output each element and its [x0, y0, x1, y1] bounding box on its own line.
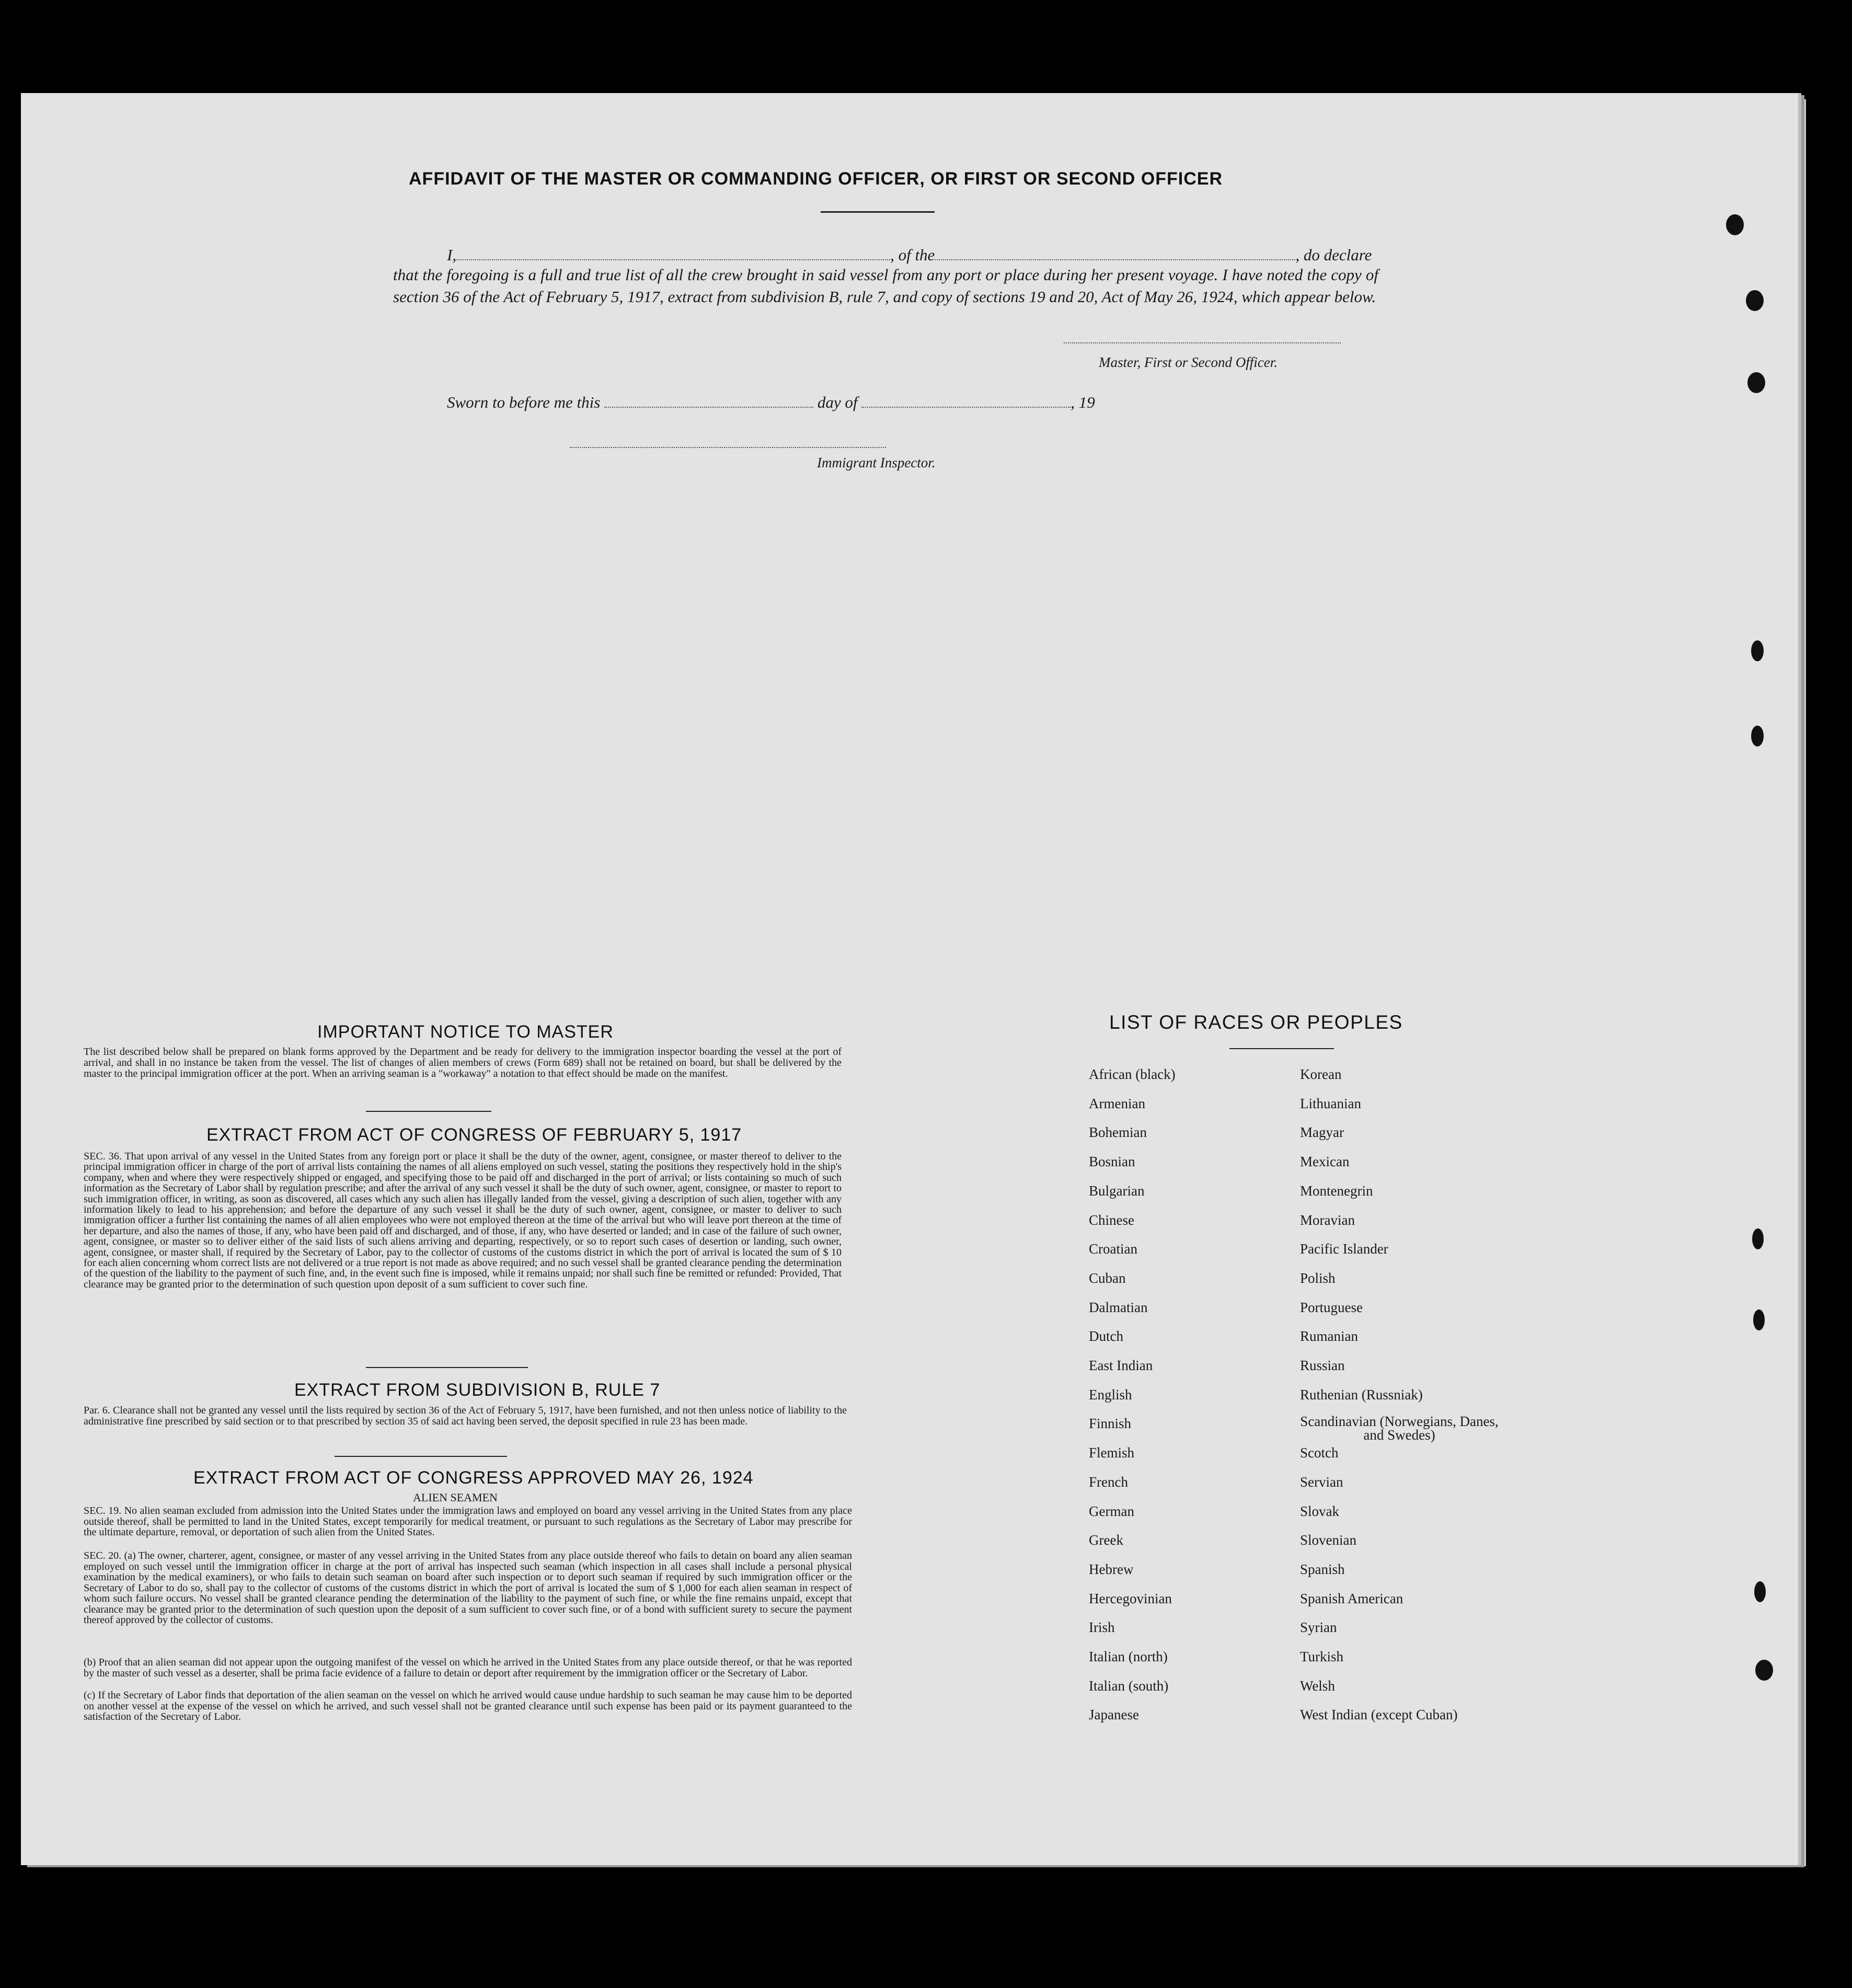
race-item: Scandinavian (Norwegians, Danes, and Swedes): [1300, 1414, 1499, 1443]
race-item: Pacific Islander: [1300, 1241, 1388, 1257]
race-item: Welsh: [1300, 1677, 1335, 1694]
race-item: Dutch: [1089, 1328, 1123, 1345]
race-item: Italian (south): [1089, 1677, 1169, 1694]
race-item: Syrian: [1300, 1619, 1337, 1636]
rule-7-text: Par. 6. Clearance shall not be granted any vessel until the lists required by section 36 of the Act of February 5, 1917, have been furnished, and not then unless notice of liability to the administrative fine prescribed by said section or to that prescribed by section 35 of said act having been served, the deposit specified in rule 23 has been made.: [84, 1405, 847, 1427]
race-item: Ruthenian (Russniak): [1300, 1386, 1423, 1403]
race-item: French: [1089, 1474, 1128, 1490]
sec-20c-text: (c) If the Secretary of Labor finds that deportation of the alien seaman on the vessel on which he arrived would cause undue hardship to such seaman he may cause him to be deported on another vessel at the expense of the vessel on which he arrived, and such vessel shall not be granted clearance until such expense has been paid or its payment guaranteed to the satisfaction of the Secretary of Labor.: [84, 1690, 852, 1722]
race-item: Montenegrin: [1300, 1182, 1373, 1199]
day-field[interactable]: [604, 407, 813, 408]
race-item: Spanish American: [1300, 1590, 1404, 1606]
race-item: African (black): [1089, 1066, 1176, 1082]
extract-1917-text: SEC. 36. That upon arrival of any vessel in the United States from any foreign port or place it shall be the duty of the owner, agent, consignee, or master thereof to deliver to the principal immigration officer in charge of the port of arrival lists containing the names of all aliens employed on such vessel, stating the positions they respectively hold in the ship's company, when and where they were respectively shipped or engaged, and specifying those to be paid off and discharged in the port of arrival; or lists containing so much of such information as the Secretary of Labor shall by regulation prescribe; and after the arrival of any such vessel it shall be the duty of such owner, agent, consignee, or master to report to such immigration officer, in writing, as soon as discovered, all cases which any such alien has illegally landed from the vessel, giving a description of such alien, together with any information likely to lead to his apprehension; and before the departure of any such vessel it shall be the duty of such owner, agent, consignee, or master to deliver to such immigration officer a further list containing the names of all alien employees who were not employed thereon at the time of the arrival but who will leave port thereon at the time of her departure, and also the names of those, if any, who have been paid off and discharged, and of those, if any, who have deserted or landed; and in case of the failure of such owner, agent, consignee, or master so to deliver either of the said lists of such aliens arriving and departing, respectively, or so to report such cases of desertion or landing, such owner, agent, consignee, or master shall, if required by the Secretary of Labor, pay to the collector of customs of the customs district in which the port of arrival is located the sum of $ 10 for each alien concerning whom correct lists are not delivered or a true report is not made as above required; and no such vessel shall be granted clearance pending the determination of the question of the liability to the payment of such fine, and, in the event such fine is imposed, while it remains unpaid; nor shall such fine be remitted or refunded: Provided, That clearance may be granted prior to the determination of such question upon deposit of a sum sufficient to cover such fine.: [84, 1151, 842, 1290]
race-item: Cuban: [1089, 1270, 1126, 1286]
section-divider: [366, 1111, 491, 1112]
sec-20b-text: (b) Proof that an alien seaman did not appear upon the outgoing manifest of the vessel on which he arrived in the United States from any place outside thereof, or that he was reported by the master of such vessel as a deserter, shall be prima facie evidence of a failure to detain or deport after requirement by the immigration officer or the Secretary of Labor.: [84, 1657, 852, 1679]
master-signature-label: Master, First or Second Officer.: [1099, 354, 1278, 370]
binder-hole: [1747, 372, 1765, 393]
race-item: West Indian (except Cuban): [1300, 1707, 1458, 1723]
year-text: , 19: [1071, 393, 1095, 411]
race-item: Greek: [1089, 1532, 1123, 1548]
declaration-line: [447, 246, 1372, 265]
race-item: East Indian: [1089, 1358, 1153, 1373]
race-item: Rumanian: [1300, 1328, 1358, 1345]
extract-1924-title: EXTRACT FROM ACT OF CONGRESS APPROVED MAY 26, 1924: [193, 1468, 754, 1488]
race-item: Lithuanian: [1300, 1095, 1361, 1111]
binder-hole: [1746, 290, 1764, 311]
declaration-declare: , do declare: [1295, 246, 1372, 264]
races-title-underline: [1229, 1048, 1334, 1049]
alien-seamen-subtitle: ALIEN SEAMEN: [413, 1491, 498, 1504]
declaration-of: , of the: [890, 246, 935, 264]
binder-hole: [1753, 1309, 1765, 1330]
race-item: Bosnian: [1089, 1154, 1135, 1170]
section-divider: [366, 1367, 528, 1368]
race-item: Chinese: [1089, 1212, 1134, 1228]
race-item: Portuguese: [1300, 1299, 1363, 1315]
race-item: Polish: [1300, 1270, 1336, 1286]
sworn-line: [447, 393, 1095, 412]
binder-hole: [1752, 1228, 1764, 1249]
rule-7-title: EXTRACT FROM SUBDIVISION B, RULE 7: [294, 1380, 661, 1400]
race-item: Bohemian: [1089, 1124, 1147, 1141]
race-item: Japanese: [1089, 1707, 1139, 1723]
race-item: Armenian: [1089, 1095, 1145, 1111]
sec-19-text: SEC. 19. No alien seaman excluded from admission into the United States under the immigration laws and employed on board any vessel arriving in the United States from any place outside thereof, shall be permitted to land in the United States, except temporarily for medical treatment, or pursuant to such regulations as the Secretary of Labor may prescribe for the ultimate departure, removal, or deportation of such alien from the United States.: [84, 1505, 852, 1538]
race-item: Moravian: [1300, 1212, 1355, 1228]
section-divider: [335, 1456, 507, 1457]
race-item: English: [1089, 1386, 1132, 1403]
race-item: Spanish: [1300, 1561, 1345, 1577]
master-signature-line[interactable]: [1064, 342, 1341, 343]
race-item: Irish: [1089, 1619, 1115, 1636]
race-item: Croatian: [1089, 1241, 1137, 1257]
race-item: Russian: [1300, 1358, 1345, 1373]
race-item: Dalmatian: [1089, 1299, 1148, 1315]
affidavit-body: that the foregoing is a full and true list of all the crew brought in said vessel from any port or place during her present voyage. I have noted the copy of section 36 of the Act of February 5, 1917, extract from subdivision B, rule 7, and copy of sections 19 and 20, Act of May 26, 1924, which appear below.: [393, 266, 1378, 306]
races-title: LIST OF RACES OR PEOPLES: [1109, 1012, 1403, 1033]
binder-hole: [1726, 214, 1744, 235]
race-item: Slovak: [1300, 1503, 1340, 1519]
race-item: Servian: [1300, 1474, 1343, 1490]
affidavit-title: AFFIDAVIT OF THE MASTER OR COMMANDING OFFICER, OR FIRST OR SECOND OFFICER: [409, 169, 1223, 189]
name-field[interactable]: [456, 259, 890, 260]
title-underline: [821, 211, 935, 213]
declaration-i: I,: [447, 246, 457, 264]
binder-hole: [1751, 726, 1764, 746]
race-item: Slovenian: [1300, 1532, 1356, 1548]
race-item: Korean: [1300, 1066, 1342, 1082]
binder-hole: [1754, 1581, 1766, 1602]
race-item: Bulgarian: [1089, 1182, 1145, 1199]
binder-hole: [1755, 1660, 1773, 1681]
sec-20a-text: SEC. 20. (a) The owner, charterer, agent, consignee, or master of any vessel arriving in the United States from any place outside thereof who fails to detain on board any alien seaman employed on such vessel until the immigration officer in charge at the port of arrival has inspected such seaman (which inspection in all cases shall include a personal physical examination by the medical examiners), or who fails to detain such seaman on board after such inspection or to deport such seaman if required by such immigration officer or the Secretary of Labor to do so, shall pay to the collector of customs of the customs district in which the port of arrival is located the sum of $ 1,000 for each alien seaman in respect of whom such failure occurs. No vessel shall be granted clearance pending the determination of the liability to the payment of such fine, or while the fine remains unpaid, except that clearance may be granted prior to the determination of such question upon the deposit of a sum sufficient to cover such fine, or of a bond with sufficient surety to secure the payment thereof approved by the collector of customs.: [84, 1550, 852, 1626]
extract-1917-title: EXTRACT FROM ACT OF CONGRESS OF FEBRUARY 5, 1917: [206, 1125, 742, 1145]
sworn-text: Sworn to before me this: [447, 393, 601, 411]
month-field[interactable]: [861, 407, 1071, 408]
race-item: Turkish: [1300, 1649, 1344, 1664]
notice-text: The list described below shall be prepared on blank forms approved by the Department and be ready for delivery to the immigration inspector boarding the vessel at the port of arrival, and shall in no instance be taken from the vessel. The list of changes of alien members of crews (Form 689) shall not be retained on board, but shall be delivered by the master to the principal immigration officer at the port. When an arriving seaman is a "workaway" a notation to that effect should be made on the manifest.: [84, 1046, 842, 1079]
race-item: Italian (north): [1089, 1649, 1168, 1664]
race-item: Hercegovinian: [1089, 1590, 1172, 1606]
binder-hole: [1751, 640, 1764, 661]
race-item: Magyar: [1300, 1124, 1344, 1141]
notice-title: IMPORTANT NOTICE TO MASTER: [317, 1022, 614, 1042]
inspector-label: Immigrant Inspector.: [817, 455, 936, 470]
race-item: Finnish: [1089, 1416, 1132, 1432]
vessel-field[interactable]: [935, 259, 1295, 260]
race-item: German: [1089, 1503, 1134, 1519]
race-item: Mexican: [1300, 1154, 1350, 1170]
race-item: Hebrew: [1089, 1561, 1134, 1577]
inspector-signature-line[interactable]: [570, 447, 886, 448]
race-item: Flemish: [1089, 1445, 1135, 1461]
race-item: Scotch: [1300, 1445, 1339, 1461]
day-of-text: day of: [817, 393, 858, 411]
